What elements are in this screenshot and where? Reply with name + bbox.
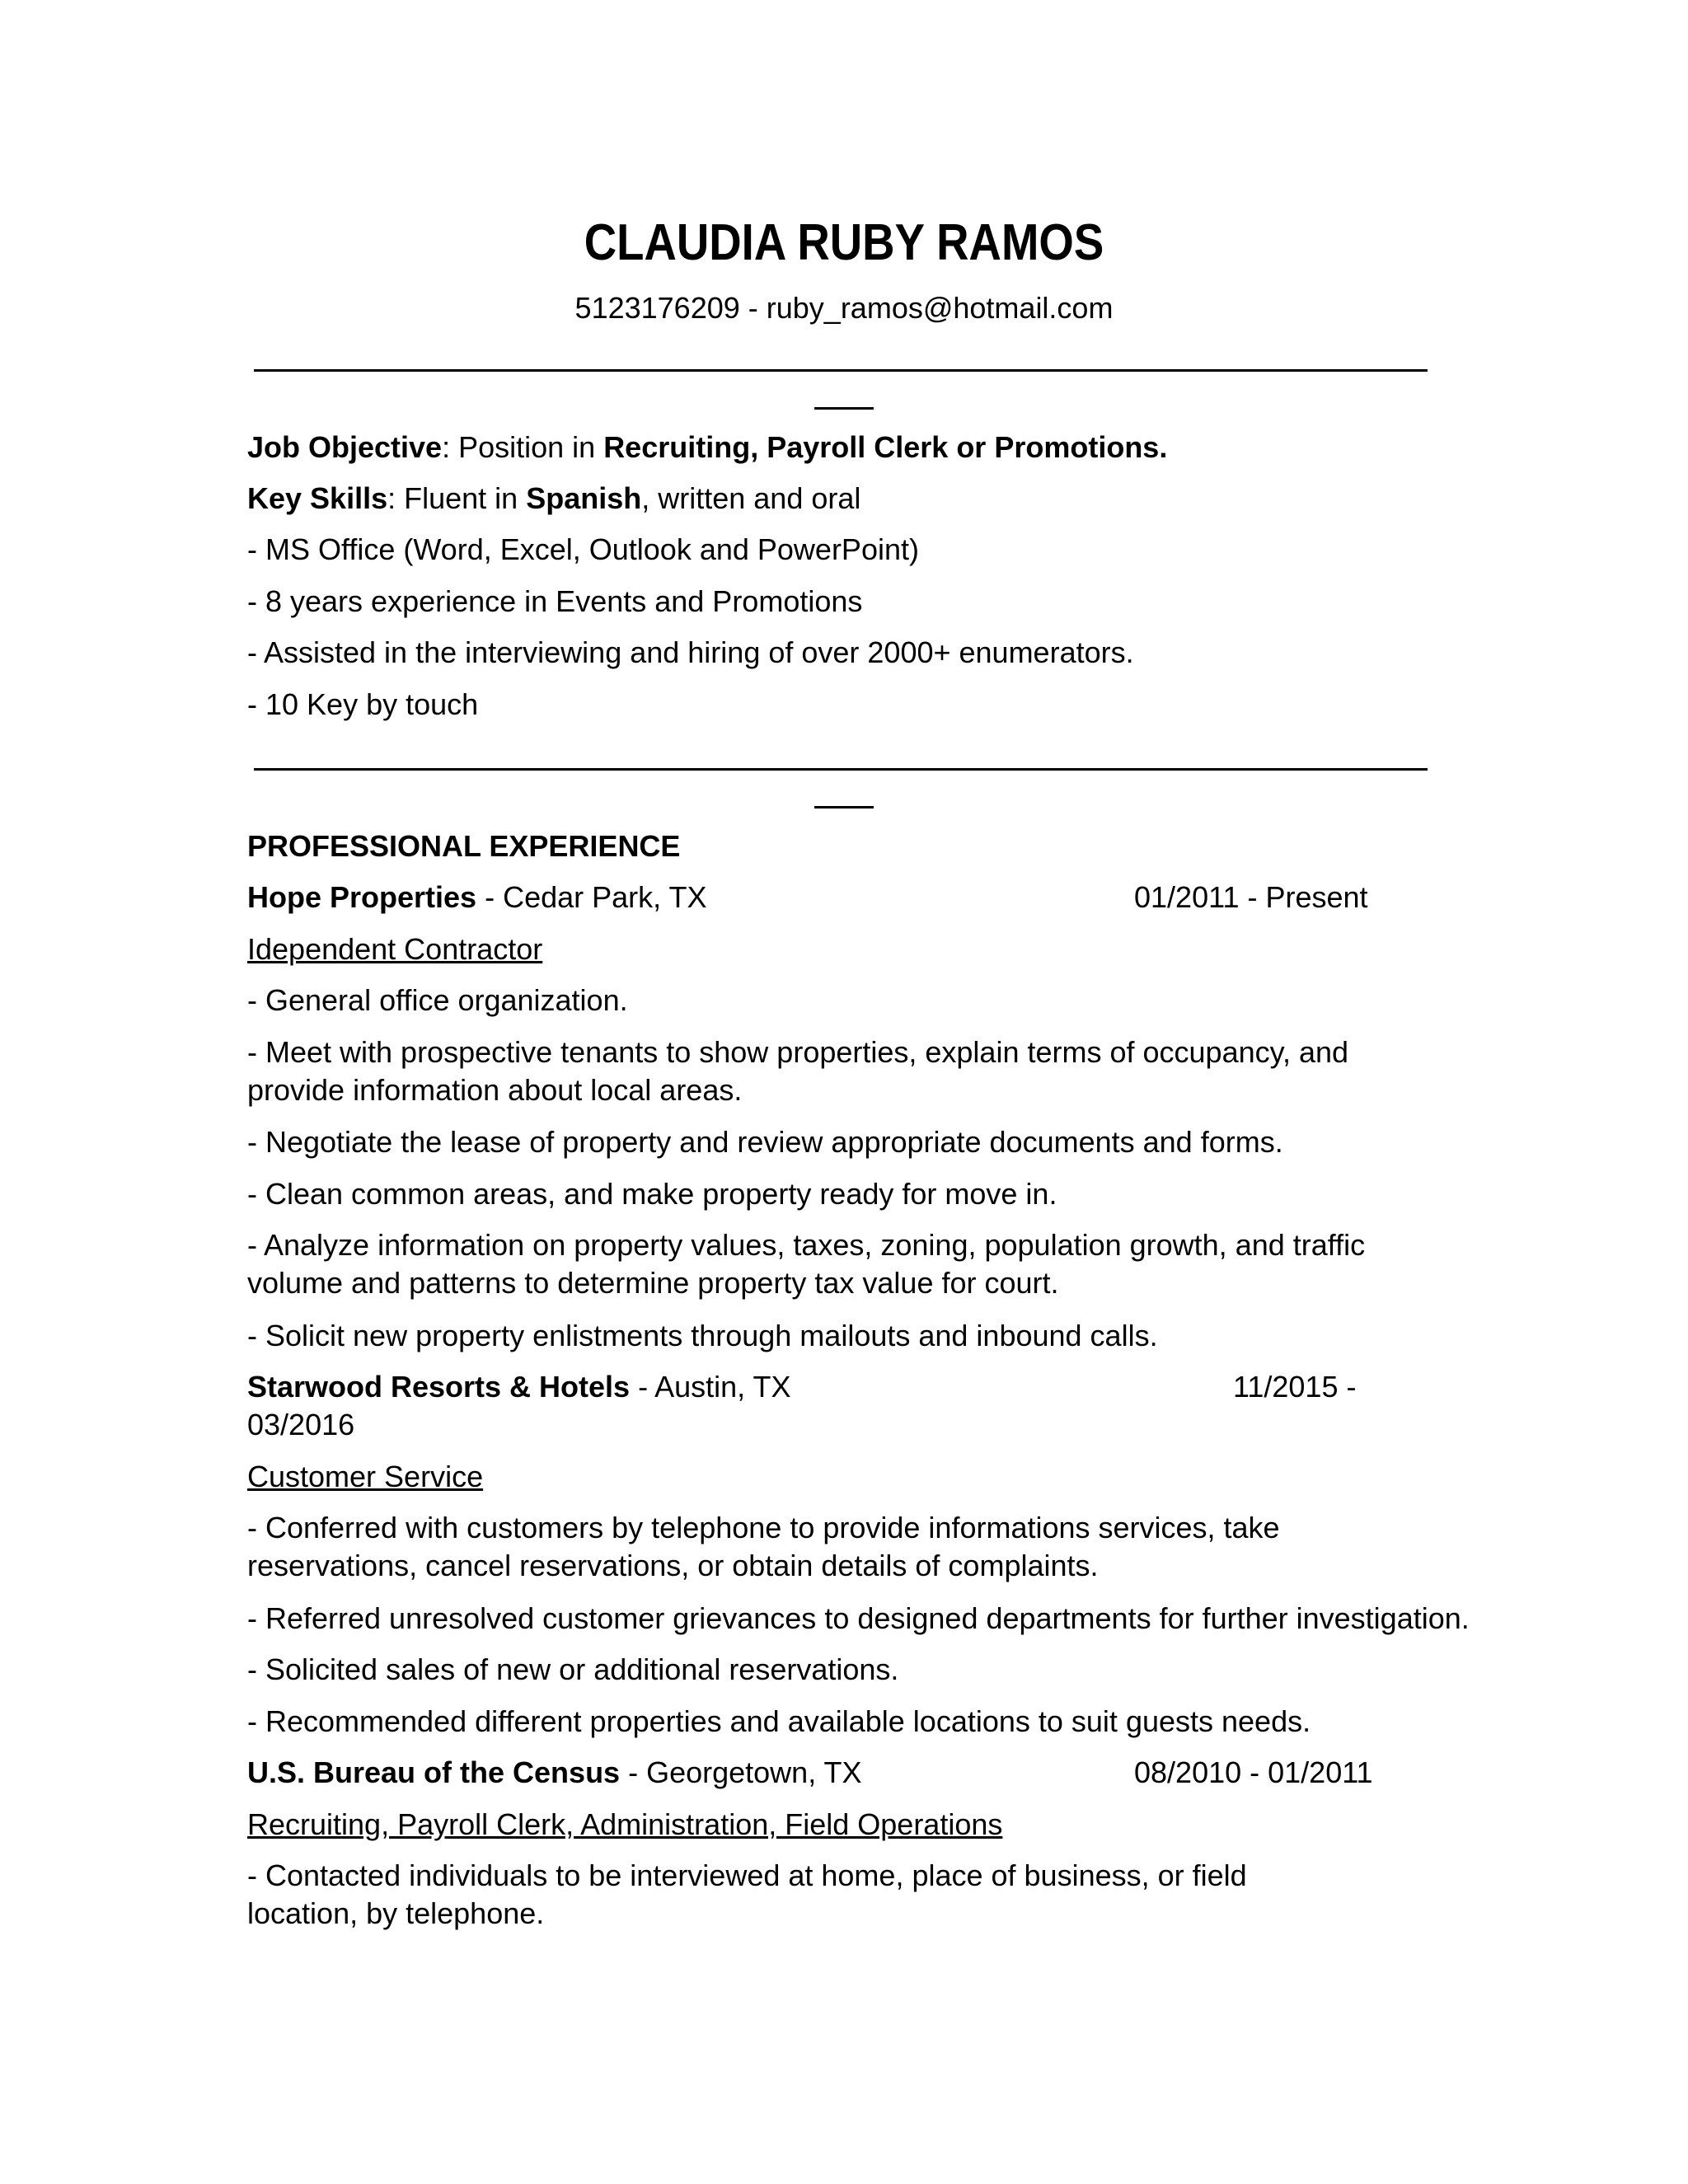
job-dates: 08/2010 - 01/2011 xyxy=(1134,1755,1373,1789)
objective-value: Recruiting, Payroll Clerk or Promotions. xyxy=(603,430,1168,464)
key-skills xyxy=(247,480,1451,518)
job-title xyxy=(247,930,1451,968)
job-bullet: - Contacted individuals to be interviewed at home, place of business, or field location, by telephone. xyxy=(247,1858,1247,1930)
job-title xyxy=(247,1458,1451,1496)
job-location: - Cedar Park, TX xyxy=(476,880,707,914)
skills-suffix: , written and oral xyxy=(641,481,861,515)
candidate-name: CLAUDIA RUBY RAMOS xyxy=(584,214,1104,271)
job-dates: 01/2011 - Present xyxy=(1134,880,1368,914)
job-dates-start: 11/2015 - xyxy=(1233,1370,1357,1404)
skills-prefix: : Fluent in xyxy=(387,481,527,515)
phone-number: 5123176209 xyxy=(574,291,740,325)
job-bullet: - Analyze information on property values, taxes, zoning, population growth, and traffic volume and patterns to determine property tax value for court. xyxy=(247,1228,1366,1300)
skill-item: - MS Office (Word, Excel, Outlook and PowerPoint) xyxy=(247,532,919,566)
job-bullet: - General office organization. xyxy=(247,983,628,1017)
divider-rule xyxy=(254,369,1428,372)
skill-item: - 10 Key by touch xyxy=(247,687,479,721)
job-bullet: - Solicit new property enlistments through mailouts and inbound calls. xyxy=(247,1319,1158,1352)
company-name: U.S. Bureau of the Census xyxy=(247,1755,621,1789)
divider-rule xyxy=(254,768,1428,771)
contact-separator: - xyxy=(739,291,767,325)
job-title-text: Customer Service xyxy=(247,1460,484,1493)
job-bullet: - Negotiate the lease of property and review appropriate documents and forms. xyxy=(247,1125,1283,1159)
job-dates-end: 03/2016 xyxy=(247,1408,355,1441)
job-bullet: - Clean common areas, and make property ready for move in. xyxy=(247,1177,1057,1211)
email-address: ruby_ramos@hotmail.com xyxy=(766,291,1114,325)
job-title xyxy=(247,1806,1451,1844)
job-bullet: - Recommended different properties and available locations to suit guests needs. xyxy=(247,1704,1311,1738)
job-title-text: Idependent Contractor xyxy=(247,932,543,966)
divider-stub xyxy=(814,407,874,410)
company-name: Starwood Resorts & Hotels xyxy=(247,1370,631,1404)
job-objective xyxy=(247,429,1451,466)
objective-prefix: : Position in xyxy=(442,430,604,464)
job-bullet: - Referred unresolved customer grievances to designed departments for further investigation. xyxy=(247,1601,1470,1635)
contact-line xyxy=(0,290,1688,326)
skills-language: Spanish xyxy=(526,481,642,515)
job-title-text: Recruiting, Payroll Clerk, Administration, Field Operations xyxy=(247,1807,1003,1841)
job-bullet: - Meet with prospective tenants to show properties, explain terms of occupancy, and provide information about local areas. xyxy=(247,1035,1349,1107)
job-bullet: - Solicited sales of new or additional reservations. xyxy=(247,1652,899,1686)
skill-item: - Assisted in the interviewing and hiring of over 2000+ enumerators. xyxy=(247,635,1134,669)
job-location: - Austin, TX xyxy=(630,1370,791,1404)
divider-stub xyxy=(814,806,874,808)
company-name: Hope Properties xyxy=(247,880,477,914)
skill-item: - 8 years experience in Events and Promotions xyxy=(247,584,863,618)
skills-label: Key Skills xyxy=(247,481,388,515)
objective-label: Job Objective xyxy=(247,430,443,464)
job-bullet: - Conferred with customers by telephone to provide informations services, take reservations, cancel reservations, or obtain details of complaints. xyxy=(247,1511,1280,1582)
job-location: - Georgetown, TX xyxy=(620,1755,862,1789)
section-heading-experience: PROFESSIONAL EXPERIENCE xyxy=(247,829,681,863)
